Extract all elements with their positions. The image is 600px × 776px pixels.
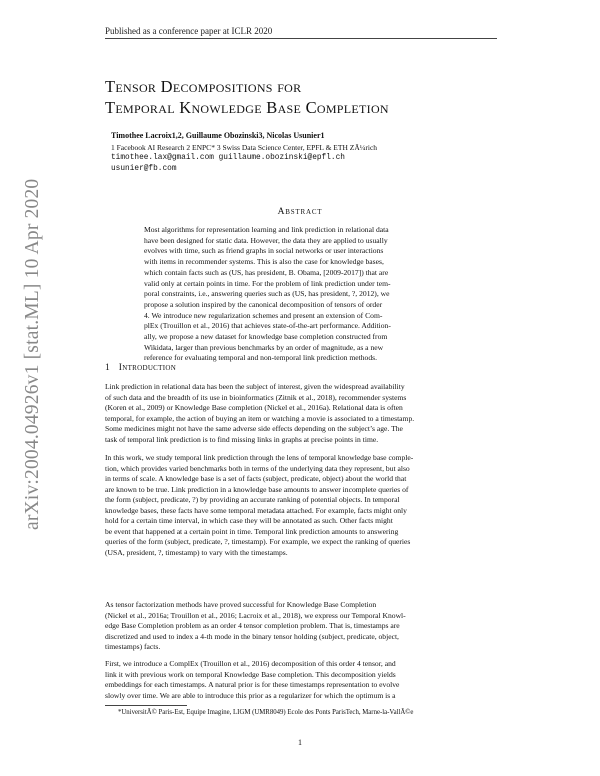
paragraph-line: be event that happened at a certain point in time. Temporal link prediction amounts to answering: [105, 526, 399, 536]
abstract-line: with items in recommender systems. This is also the case for knowledge bases,: [144, 257, 384, 267]
paragraph-line: task of temporal link prediction is to find missing links in graphs at precise points in time.: [105, 434, 379, 444]
intro-paragraph-4: [105, 659, 497, 701]
abstract-line: poral constraints, i.e., answering queries such as (US, has president, ?, 2012), we: [144, 289, 390, 299]
abstract-line: evolves with time, such as friend graphs in social networks or user interactions: [144, 246, 384, 256]
header-rule: [105, 38, 497, 39]
paragraph-line: of such data and the breadth of its use in bioinformatics (Zitnik et al., 2018), recommender systems: [105, 392, 407, 402]
section-heading: [105, 363, 176, 373]
abstract-heading: Abstract: [277, 207, 323, 217]
abstract-body: [144, 225, 458, 364]
paragraph-line: (USA, president, ?, timestamp) to vary with the timestamps.: [105, 547, 288, 557]
paragraph-line: edge Base Completion problem as an order 4 tensor completion problem. That is, timestamps are: [105, 621, 400, 630]
abstract-line: have been designed for static data. However, the data they are applied to usually: [144, 235, 388, 245]
title-line-2: Temporal Knowledge Base Completion: [105, 98, 389, 117]
paper-title: [105, 76, 389, 118]
paragraph-line: discretized and used to index a 4-th mode in the binary tensor holding (subject, predicate, object,: [105, 631, 399, 641]
abstract-line: 4. We introduce new regularization schemes and present an extension of Com-: [144, 310, 383, 320]
paragraph-line: (Koren et al., 2009) or Knowledge Base completion (Nickel et al., 2016a). Relational data is often: [105, 403, 403, 412]
section-title: Introduction: [118, 363, 177, 373]
paragraph-line: temporal, for example, the action of buying an item or watching a movie is associated to a timestamp.: [105, 413, 415, 423]
footnote-rule: [105, 705, 187, 706]
abstract-line: reference for evaluating temporal and non-temporal link prediction methods.: [144, 353, 377, 363]
paragraph-line: link it with previous work on temporal Knowledge Base completion. This decomposition yields: [105, 669, 396, 679]
paragraph-line: slowly over time. We are able to introduce this prior as a regularizer for which the optimum is a: [105, 690, 396, 700]
abstract-line: which contain facts such as (US, has president, B. Obama, [2009-2017]) that are: [144, 267, 389, 277]
paragraph-line: in terms of scale. A knowledge base is a set of facts (subject, predicate, object) about the world that: [105, 474, 407, 483]
paragraph-line: First, we introduce a ComplEx (Trouillon et al., 2016) decomposition of this order 4 tensor, and: [105, 659, 396, 668]
section-number: 1: [105, 363, 110, 373]
paragraph-line: timestamps) facts.: [105, 642, 161, 651]
paragraph-line: the form (subject, predicate, ?) by providing an accurate ranking of potential objects. In temporal: [105, 495, 400, 504]
abstract-line: Wikidata, larger than previous benchmarks by an order of magnitude, as a new: [144, 342, 384, 352]
paragraph-line: In this work, we study temporal link prediction through the lens of temporal knowledge base comple-: [105, 453, 414, 462]
paragraph-line: hold for a certain time interval, in which case they will be annotated as such. Other facts might: [105, 516, 393, 525]
intro-paragraph-1: [105, 382, 497, 445]
paragraph-line: tion, which provides varied benchmarks both in terms of the underlying data they represent, but also: [105, 463, 410, 473]
intro-paragraph-3: [105, 600, 497, 653]
intro-paragraph-2: [105, 453, 497, 558]
abstract-line: plEx (Trouillon et al., 2016) that achieves state-of-the-art performance. Addition-: [144, 321, 391, 331]
footnote: *UniversitÃ© Paris-Est, Equipe Imagine, LIGM (UMR8049) Ecole des Ponts ParisTech, Marne-la-VallÃ©e: [118, 709, 414, 716]
author-names: Timothee Lacroix1,2, Guillaume Obozinski3, Nicolas Usunier1: [111, 131, 325, 140]
paragraph-line: (Nickel et al., 2016a; Trouillon et al., 2016; Lacroix et al., 2018), we express our Temporal Knowl-: [105, 610, 406, 620]
running-header: Published as a conference paper at ICLR 2020: [105, 26, 273, 36]
paragraph-line: are known to be true. Link prediction in a knowledge base amounts to answer incomplete queries of: [105, 484, 409, 494]
title-line-1: Tensor Decompositions for: [105, 77, 302, 96]
arxiv-side-stamp: arXiv:2004.04926v1 [stat.ML] 10 Apr 2020: [22, 178, 43, 530]
page-number: 1: [298, 738, 302, 747]
paragraph-line: knowledge bases, these facts have some temporal metadata attached. For example, facts might only: [105, 505, 407, 515]
abstract-line: ally, we propose a new dataset for knowledge base completion constructed from: [144, 332, 388, 342]
author-affiliations: 1 Facebook AI Research 2 ENPC* 3 Swiss Data Science Center, EPFL & ETH ZÃ¼rich: [111, 143, 378, 152]
abstract-line: Most algorithms for representation learning and link prediction in relational data: [144, 225, 389, 234]
paragraph-line: As tensor factorization methods have proved successful for Knowledge Base Completion: [105, 600, 377, 609]
author-emails-line-1: timothee.lax@gmail.com guillaume.obozinski@epfl.ch: [111, 154, 345, 162]
paragraph-line: Link prediction in relational data has been the subject of interest, given the widespread availability: [105, 382, 405, 391]
paragraph-line: queries of the form (subject, predicate, ?, timestamp). For example, we expect the ranking of queries: [105, 537, 411, 546]
abstract-line: valid only at certain points in time. For the problem of link prediction under tem-: [144, 278, 391, 288]
paragraph-line: embeddings for each timestamps. A natural prior is for these timestamps representation to evolve: [105, 680, 400, 689]
author-emails-line-2: usunier@fb.com: [111, 165, 177, 173]
abstract-line: propose a solution inspired by the canonical decomposition of tensors of order: [144, 299, 383, 309]
paragraph-line: Some medicines might not have the same adverse side effects depending on the subject’s age. The: [105, 424, 403, 433]
